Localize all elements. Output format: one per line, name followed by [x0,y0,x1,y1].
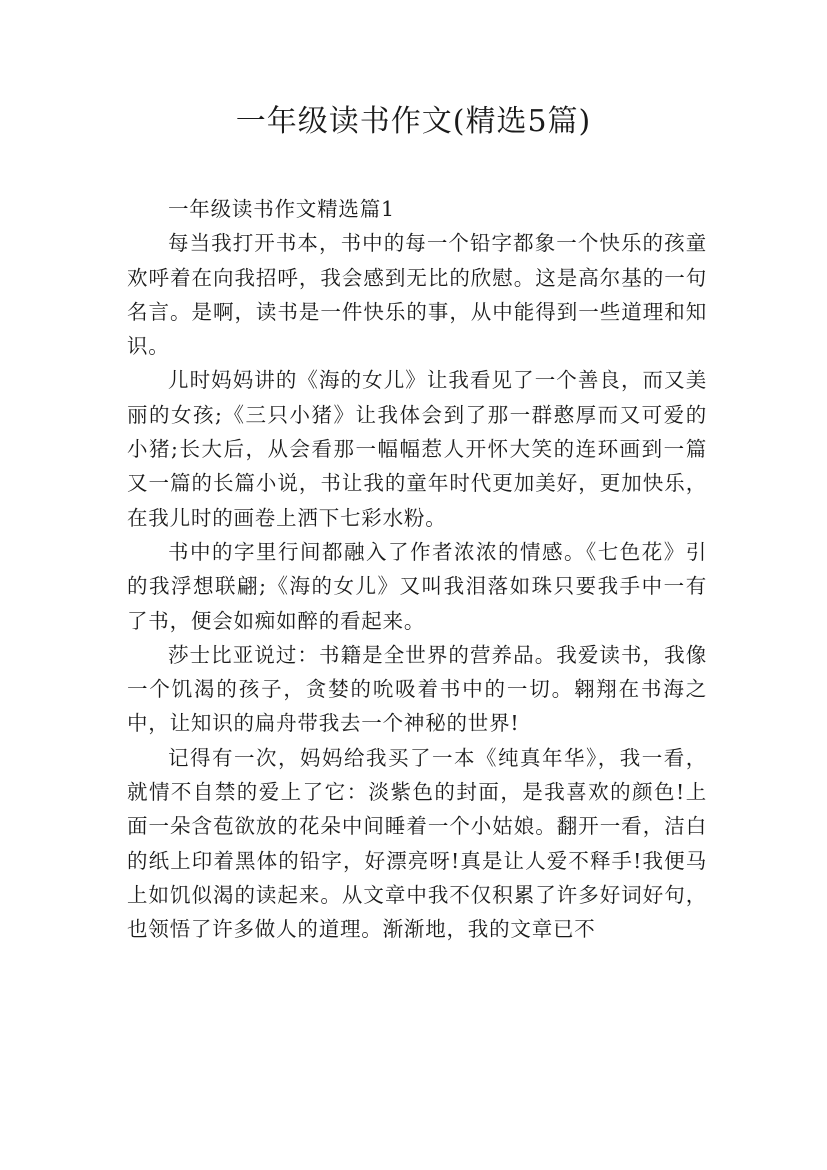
section-heading: 一年级读书作文精选篇1 [168,197,395,221]
paragraph-1: 每当我打开书本，书中的每一个铅字都象一个快乐的孩童欢呼着在向我招呼，我会感到无比的欣慰。这是高尔基的一句名言。是啊，读书是一件快乐的事，从中能得到一些道理和知识。 [127,231,707,359]
paragraph-5: 记得有一次，妈妈给我买了一本《纯真年华》，我一看，就情不自禁的爱上了它：淡紫色的封面，是我喜欢的颜色!上面一朵含苞欲放的花朵中间睡着一个小姑娘。翻开一看，洁白的纸上印着黑体的铅字，好漂亮呀!真是让人爱不释手!我便马上如饥似渴的读起来。从文章中我不仅积累了许多好词好句，也领悟了许多做人的道理。渐渐地，我的文章已不 [127,745,707,942]
document-title: 一年级读书作文(精选5篇) [235,104,592,139]
document-body [127,192,707,947]
paragraph-4: 莎士比亚说过：书籍是全世界的营养品。我爱读书，我像一个饥渴的孩子，贪婪的吮吸着书中的一切。翱翔在书海之中，让知识的扁舟带我去一个神秘的世界! [127,642,707,736]
paragraph-3: 书中的字里行间都融入了作者浓浓的情感。《七色花》引的我浮想联翩;《海的女儿》又叫我泪落如珠只要我手中一有了书，便会如痴如醉的看起来。 [127,539,707,633]
paragraph-2: 儿时妈妈讲的《海的女儿》让我看见了一个善良，而又美丽的女孩;《三只小猪》让我体会到了那一群憨厚而又可爱的小猪;长大后，从会看那一幅幅惹人开怀大笑的连环画到一篇又一篇的长篇小说，书让我的童年时代更加美好，更加快乐，在我儿时的画卷上洒下七彩水粉。 [127,368,707,530]
